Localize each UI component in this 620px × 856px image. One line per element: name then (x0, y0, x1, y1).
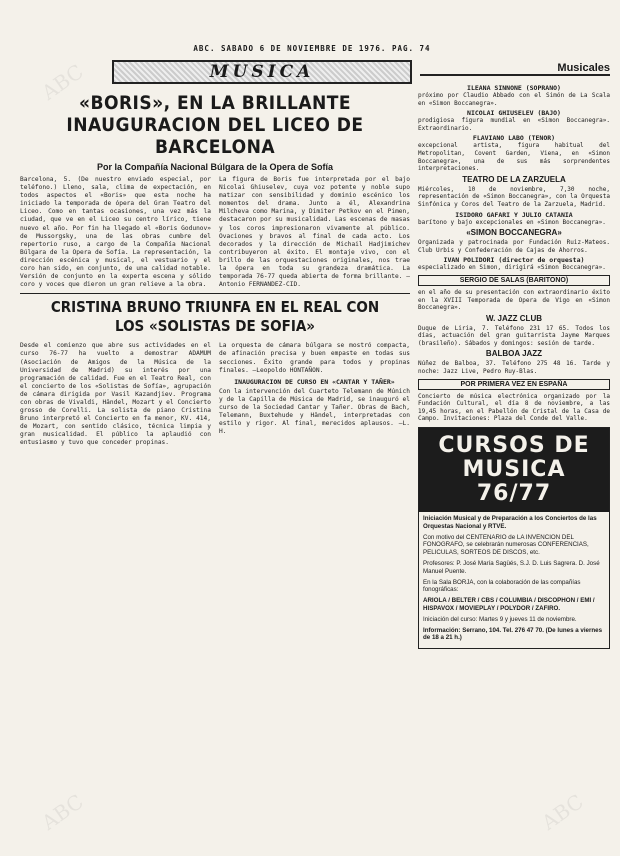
article2-body (20, 342, 410, 447)
sidebar-title: Musicales (420, 62, 610, 76)
sidebar-column (418, 82, 610, 649)
boccanegra-heading: «SIMON BOCCANEGRA» (466, 228, 562, 238)
watermark-abc: ABC (37, 789, 88, 835)
espana-heading: POR PRIMERA VEZ EN ESPAÑA (418, 379, 610, 390)
polidori-text: especializado en Simon, dirigirá «Simon Boccanegra». (418, 264, 606, 272)
ad-contact: Información: Serrano, 104. Tel. 276 47 70. (De lunes a viernes de 18 a 21 h.) (423, 626, 603, 642)
watermark-abc: ABC (37, 59, 88, 105)
boccanegra-text: Organizada y patrocinada por Fundación Ruiz-Mateos. Club Urbis y Confederación de Cajas de Ahorros. (418, 239, 610, 254)
ad-sala: En la Sala BORJA, con la colaboración de las compañías fonográficas: (423, 578, 581, 594)
bartolo-heading: SERGIO DE SALAS (BARITONO) (418, 275, 610, 286)
ad-start: Iniciación del curso: Martes 9 y jueves 11 de noviembre. (423, 615, 577, 623)
ad-intro: Iniciación Musical y de Preparación a los Conciertos de las Orquestas Nacional y RTVE. (423, 515, 597, 530)
sidebar-block-title: ILEANA SINNONE (SOPRANO) (467, 84, 561, 92)
article1-headline: «BORIS», EN LA BRILLANTE INAUGURACION DEL LICEO DE BARCELONA (66, 92, 364, 158)
article1-col1: Barcelona, 5. (De nuestro enviado especial, por teléfono.) Lleno, sala, clima de expectación, en todos aspectos el «Boris» que esta noche ha iniciado la temporada de ópera del Gran Teatro del Liceo. Como en tantas ocasiones, una vez más la ciudad, que ve en el Liceo su centro lírico, tiene nuevo el año. Por fin ha llegado el «Boris Godunov» de Mussorgsky, una de las obras cumbre del repertorio ruso, a cargo de la Compañía Nacional Búlgara de la Opera de Sofía. La representación, la dirección escénica y musical, el vestuario y el coro han sido, en conjunto, de una calidad notable. Versión de conjunto en la experta escena y sólido coro y voces que dieron un gran relieve a la obra. (20, 176, 211, 289)
sidebar-block-text: excepcional artista, figura habitual del Metropolitan, Covent Garden, Viena, en «Simon Boccanegra», una de sus más sorprendentes interpretaciones. (418, 142, 610, 173)
divider (20, 293, 410, 294)
article2-col2b: Con la intervención del Cuarteto Telemann de Múnich y de la Capilla de Música de Madrid, se inauguró el curso de la Sociedad Cantar y Tañer. Obras de Bach, Telemann, Buxtehude y Händel, interpretadas con estilo y rigor. Al final, merecidos aplausos. —L. H. (219, 387, 410, 436)
article2-subhead: INAUGURACION DE CURSO EN «CANTAR Y TAÑER» (234, 377, 395, 386)
article2-col2: La orquesta de cámara búlgara se mostró compacta, de afinación precisa y buen empaste en todas sus secciones. Éxito grande para todos y propinas finales. —Leopoldo HONTAÑON. (219, 342, 410, 374)
ad-line2: Con motivo del CENTENARIO de LA INVENCION DEL FONOGRAFO, se celebrarán numerosas CONFERENCIAS, PELICULAS, SORTEOS DE DISCOS, etc. (423, 533, 589, 557)
article1-subline: Por la Compañía Nacional Búlgara de la Opera de Sofía (96, 162, 334, 172)
ad-teachers: Profesores: P. José María Sagüés, S.J. D. Luis Sagrera. D. José Manuel Puente. (423, 560, 600, 575)
wjazz-heading: W. JAZZ CLUB (486, 313, 542, 323)
sidebar-block-title: FLAVIANO LABO (TENOR) (472, 134, 556, 143)
teatro-text: Miércoles, 10 de noviembre, 7,30 noche, representación de «Simon Boccanegra», con la Orquesta Sinfónica y Coros del Teatro de la Zarzuela, Madrid. (418, 185, 610, 208)
bartolo-text: en el año de su presentación con extraordinario éxito en la XVIII Temporada de Opera de Vigo en «Simon Boccanegra». (418, 288, 610, 312)
polidori-heading: IVAN POLIDORI (director de orquesta) (443, 256, 585, 265)
teatro-heading: TEATRO DE LA ZARZUELA (462, 174, 566, 184)
article1-col2: La figura de Boris fue interpretada por el bajo Nicolai Ghiuselev, cuya voz potente y noble supo matizar con sensibilidad y dominio escénico los momentos del drama. Junto a él, Alexandrina Milcheva como Marina, y Dimiter Petkov en el Pimen, destacaron por su musicalidad. Las escenas de masas y los coros impresionaron vivamente al público. Ovaciones y bravos al final de cada acto. Los decorados y la dirección de Michail Hadjimichev contribuyeron al éxito. El montaje vivo, con el brillo de las orquestaciones originales, nos trae la ópera en toda su grandeza dramática. La temporada 76-77 queda abierta de forma brillante. —Antonio FERNANDEZ-CID. (219, 176, 410, 289)
sidebar-block-text: prodigiosa figura mundial en «Simon Boccanegra». Extraordinario. (418, 117, 610, 132)
main-column (20, 88, 410, 448)
ad-labels: ARIOLA / BELTER / CBS / COLUMBIA / DISCOPHON / EMI / HISPAVOX / MOVIEPLAY / POLYDOR / ZAFIRO. (423, 597, 595, 612)
ad-title: CURSOS DE MUSICA 76/77 (419, 428, 609, 512)
article2-col1: Desde el comienzo que abre sus actividades en el curso 76-77 ha vuelto a demostrar ADAMUM (Asociación de Amigos de la Música de la Universidad de Madrid) su interés por una programación de calidad. Fue en el Teatro Real, con el concierto de los «Solistas de Sofía», agrupación de cámara dirigida por Vasil Kazandjiev. Programa con obras de Vivaldi, Händel, Mozart y el Concierto grosso de Corelli. La solista de piano Cristina Bruno interpretó el Concierto en fa menor, KV. 414, de Mozart, con sentido clásico, técnica limpia y gran musicalidad. El público la aplaudió con entusiasmo y tuvo que conceder propinas. (20, 342, 211, 447)
gafari-text: barítono y bajo excepcionales en «Simon Boccanegra». (418, 218, 606, 226)
sidebar-block-text: próximo por Claudio Abbado con el Simón de La Scala en «Simon Boccanegra». (418, 92, 610, 107)
article2-headline: CRISTINA BRUNO TRIUNFA EN EL REAL CON LOS «SOLISTAS DE SOFIA» (50, 298, 380, 336)
espana-text: Concierto de música electrónica organizado por la Fundación Cultural, el día 8 de noviembre, a las 19,45 horas, en el Pabellón de Cristal de la Casa de Campo. Invitaciones: Plaza del Conde del Valle. (418, 392, 610, 423)
balboa-text: Núñez de Balboa, 37. Teléfono 275 48 16. Tarde y noche: Jazz Live, Pedro Ruy-Blas. (418, 360, 610, 376)
article1-body (20, 176, 410, 289)
balboa-heading: BALBOA JAZZ (485, 349, 543, 359)
ad-body (419, 512, 609, 648)
wjazz-text: Duque de Liria, 7. Teléfono 231 17 65. Todos los días, actuación del gran guitarrista Jayme Marques (brasileño). Sábados y domingos: sesión de tarde. (418, 324, 610, 347)
cursos-advertisement (418, 427, 610, 649)
sidebar-block-title: NICOLAI GHIUSELEV (BAJO) (467, 109, 561, 118)
gafari-heading: ISIDORO GAFARI Y JULIO CATANIA (455, 210, 573, 219)
watermark-abc: ABC (537, 789, 588, 835)
page-header: ABC. SABADO 6 DE NOVIEMBRE DE 1976. PAG. 74 (193, 44, 431, 53)
section-label: MUSICA (112, 60, 412, 84)
